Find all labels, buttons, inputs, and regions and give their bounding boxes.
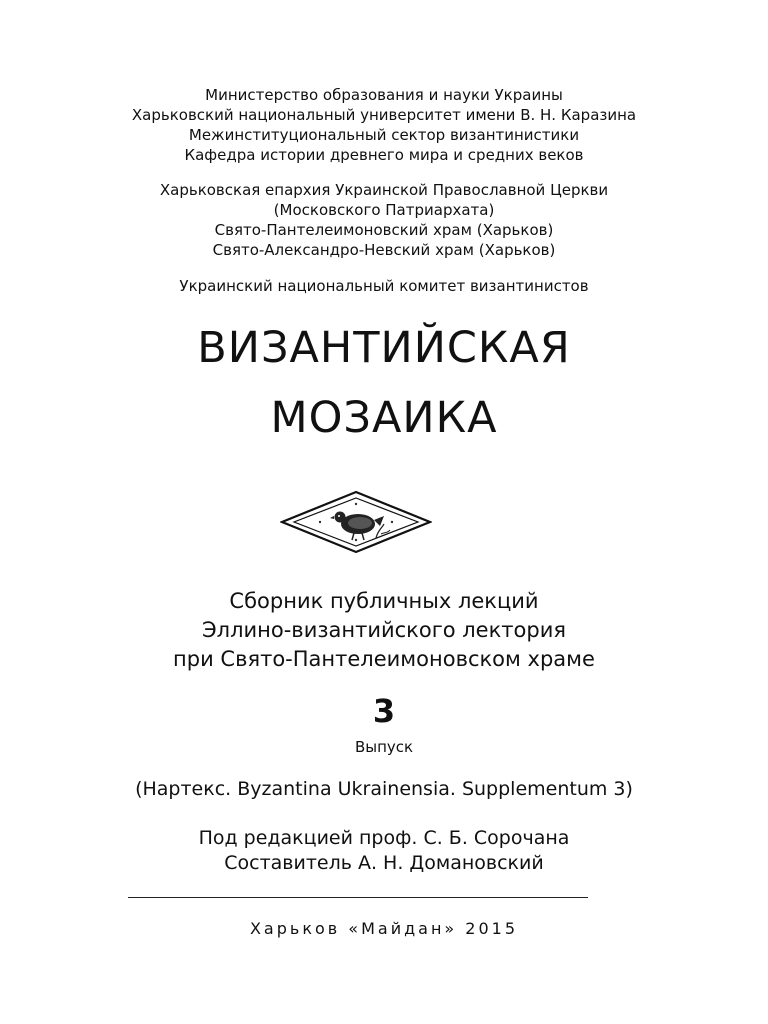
org-church-panteleimon: Свято-Пантелеимоновский храм (Харьков) [214,221,554,239]
volume-number: 3 [372,692,396,730]
org-committee: Украинский национальный комитет византинистов [179,277,589,295]
bird-mosaic-emblem-icon [280,490,432,554]
org-ministry: Министерство образования и науки Украины [205,86,563,104]
subtitle-line1: Сборник публичных лекций [229,589,539,613]
org-sector: Межинституциональный сектор византинистики [188,126,580,144]
publisher-imprint: Харьков «Майдан» 2015 [249,919,519,938]
editor-line: Под редакцией проф. С. Б. Сорочана [198,827,570,849]
subtitle-line2: Эллино-византийского лектория [202,618,566,642]
book-title-line1: ВИЗАНТИЙСКАЯ [197,323,571,373]
org-department: Кафедра истории древнего мира и средних веков [184,146,584,164]
divider-rule [128,897,588,898]
compiler-line: Составитель А. Н. Домановский [224,852,544,874]
org-eparchy: Харьковская епархия Украинской Православной Церкви [159,181,609,199]
org-university: Харьковский национальный университет имени В. Н. Каразина [131,106,637,124]
org-patriarchate: (Московского Патриархата) [273,201,495,219]
subtitle-line3: при Свято-Пантелеимоновском храме [173,647,595,671]
series-title: (Нартекс. Byzantina Ukrainensia. Supplementum 3) [135,778,633,800]
org-church-nevsky: Свято-Александро-Невский храм (Харьков) [212,241,556,259]
book-title-line2: МОЗАИКА [270,393,498,443]
volume-label: Выпуск [354,738,414,756]
